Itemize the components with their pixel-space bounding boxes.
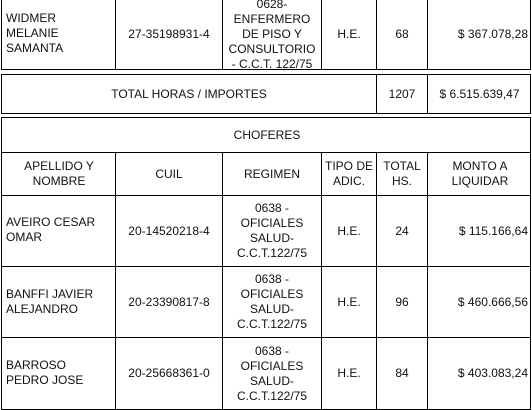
cuil: 20-14520218-4 (128, 223, 210, 238)
cuil-cell (116, 196, 223, 266)
cuil-cell (116, 0, 223, 69)
header-apellido-nombre-cell (2, 153, 116, 195)
monto-cell (428, 338, 532, 409)
regimen: 0638 - OFICIALES SALUD- C.C.T.122/75 (236, 201, 308, 260)
cuil-cell (116, 267, 223, 337)
total-hs: 24 (395, 223, 409, 238)
tipo-adic: H.E. (337, 294, 361, 309)
tipo-adic: H.E. (337, 223, 361, 238)
header-monto: MONTO A LIQUIDAR (451, 159, 509, 188)
table-row (1, 195, 531, 267)
section-title-row (1, 117, 531, 153)
apellido-nombre-cell (2, 0, 116, 69)
totals-hours-cell (377, 75, 428, 113)
apellido-nombre-cell (2, 196, 116, 266)
monto: $ 403.083,24 (457, 366, 528, 380)
tipo-adic-cell (322, 196, 377, 266)
header-apellido-nombre: APELLIDO Y NOMBRE (24, 159, 94, 188)
total-hs-cell (377, 196, 428, 266)
totals-amount-cell (428, 75, 532, 113)
totals-label: TOTAL HORAS / IMPORTES (111, 86, 267, 101)
header-regimen-cell (223, 153, 322, 195)
monto: $ 460.666,56 (457, 294, 528, 309)
cuil: 27-35198931-4 (128, 27, 210, 41)
table-row (1, 266, 531, 338)
tipo-adic-cell (322, 0, 377, 69)
cuil: 20-25668361-0 (128, 366, 210, 380)
apellido-nombre: BANFFI JAVIER ALEJANDRO (6, 287, 94, 316)
section-title-cell (2, 118, 532, 152)
tipo-adic: H.E. (337, 27, 361, 41)
header-tipo-adic: TIPO DE ADIC. (325, 159, 374, 188)
cuil: 20-23390817-8 (128, 294, 210, 309)
header-cuil-cell (116, 153, 223, 195)
regimen: 0638 - OFICIALES SALUD- C.C.T.122/75 (236, 343, 308, 403)
header-row (1, 152, 531, 196)
regimen-cell (223, 0, 322, 69)
regimen: 0638 - OFICIALES SALUD- C.C.T.122/75 (236, 272, 308, 331)
header-cuil: CUIL (155, 166, 183, 181)
table-row (1, 337, 531, 410)
header-regimen: REGIMEN (243, 166, 300, 181)
total-hs-cell (377, 338, 428, 409)
header-total-hs-cell (377, 153, 428, 195)
totals-hours: 1207 (388, 86, 416, 101)
totals-amount: $ 6.515.639,47 (439, 86, 520, 101)
apellido-nombre: AVEIRO CESAR OMAR (6, 215, 96, 244)
header-monto-cell (428, 153, 532, 195)
regimen: 0628- ENFERMERO DE PISO Y CONSULTORIO - C.C.T. 122/75 (228, 0, 316, 71)
tipo-adic-cell (322, 267, 377, 337)
monto-cell (428, 267, 532, 337)
apellido-nombre: BARROSO PEDRO JOSE (6, 358, 84, 387)
total-hs-cell (377, 267, 428, 337)
regimen-cell (223, 267, 322, 337)
tipo-adic-cell (322, 338, 377, 409)
header-tipo-adic-cell (322, 153, 377, 195)
apellido-nombre-cell (2, 267, 116, 337)
monto-cell (428, 0, 532, 69)
monto: $ 115.166,64 (458, 223, 528, 238)
header-total-hs: TOTAL HS. (383, 159, 421, 188)
table-row (1, 0, 531, 70)
apellido-nombre-cell (2, 338, 116, 409)
total-hs: 96 (395, 294, 409, 309)
cuil-cell (116, 338, 223, 409)
monto: $ 367.078,28 (457, 27, 528, 41)
totals-row (1, 74, 531, 114)
monto-cell (428, 196, 532, 266)
tipo-adic: H.E. (337, 366, 361, 380)
regimen-cell (223, 338, 322, 409)
totals-label-cell (2, 75, 377, 113)
section-title: CHOFERES (233, 127, 301, 142)
total-hs: 68 (395, 27, 409, 41)
payroll-table (1, 0, 531, 408)
apellido-nombre: WIDMER MELANIE SAMANTA (6, 11, 64, 55)
regimen-cell (223, 196, 322, 266)
total-hs-cell (377, 0, 428, 69)
total-hs: 84 (395, 366, 409, 380)
